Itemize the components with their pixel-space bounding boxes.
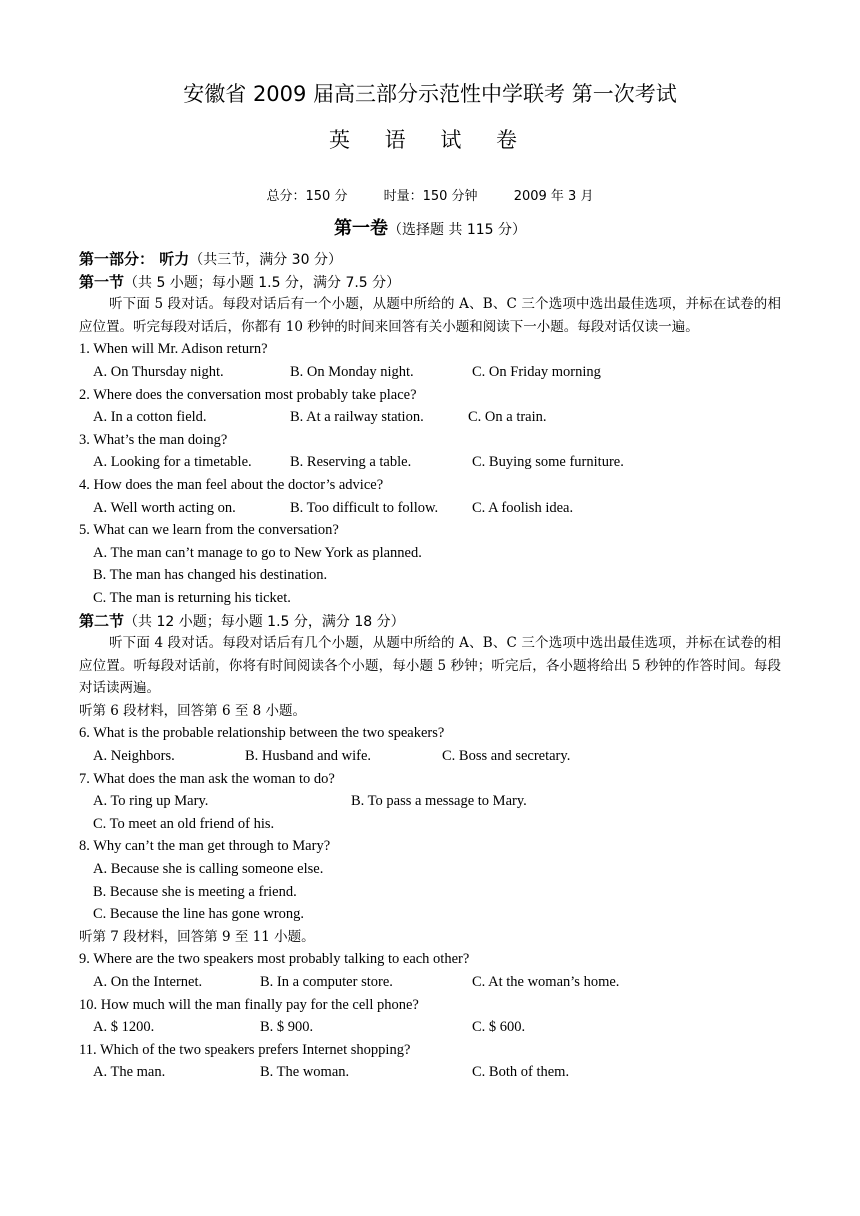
option-b: B. Husband and wife.: [245, 748, 372, 765]
option-row: [79, 406, 781, 429]
option-b: B. The man has changed his destination.: [93, 567, 328, 584]
question-stem: 9. Where are the two speakers most probably talking to each other?: [79, 951, 470, 968]
option-a: A. Neighbors.: [93, 748, 175, 765]
option-a: A. Looking for a timetable.: [93, 454, 252, 471]
option-row: [79, 1016, 781, 1039]
part1-note: （共三节，满分 30 分）: [189, 252, 342, 268]
group-instruction: 听第 7 段材料，回答第 9 至 11 小题。: [79, 928, 315, 945]
option-a: A. Because she is calling someone else.: [93, 861, 324, 878]
exam-time: 时量：150 分钟: [383, 189, 478, 204]
section1-heading: [79, 271, 781, 294]
option-row: [79, 361, 781, 384]
question-stem: 1. When will Mr. Adison return?: [79, 341, 268, 358]
option-row: [79, 451, 781, 474]
option-row: [79, 1061, 781, 1084]
section2-heading: [79, 610, 781, 633]
exam-content: [79, 248, 781, 1084]
option-row: [79, 790, 781, 813]
exam-date: 2009 年 3 月: [513, 189, 594, 204]
option-c: C. Boss and secretary.: [442, 748, 571, 765]
option-row: [79, 971, 781, 994]
question-stem: 11. Which of the two speakers prefers Internet shopping?: [79, 1041, 411, 1058]
option-b: B. Too difficult to follow.: [290, 499, 439, 516]
option-b: B. On Monday night.: [290, 363, 414, 380]
exam-title: 安徽省 2009 届高三部分示范性中学联考 第一次考试: [183, 82, 677, 106]
option-a: A. On Thursday night.: [93, 363, 224, 380]
option-a: A. The man.: [93, 1064, 166, 1081]
exam-meta: [0, 185, 860, 204]
option-b: B. $ 900.: [260, 1019, 314, 1036]
question-stem: 5. What can we learn from the conversation?: [79, 522, 339, 539]
question-stem: 4. How does the man feel about the doctor’s advice?: [79, 476, 384, 493]
part1-title: 第一部分： 听力: [79, 250, 190, 268]
total-score: 总分：150 分: [266, 189, 348, 204]
volume-sub: （选择题 共 115 分）: [387, 222, 527, 238]
option-b: B. In a computer store.: [260, 974, 393, 990]
exam-subtitle: 英 语 试 卷: [328, 128, 532, 152]
section1-instructions: 听下面 5 段对话。每段对话后有一个小题，从题中所给的 A、B、C 三个选项中选出最佳选项，并标在试卷的相应位置。听完每段对话后，你都有 10 秒钟的时间来回答有关小题和阅读下一小题。每段对话仅读一遍。: [79, 296, 781, 335]
volume-heading: [0, 214, 860, 240]
question-stem: 10. How much will the man finally pay for the cell phone?: [79, 996, 419, 1013]
option-c: C. On a train.: [468, 409, 547, 426]
section2-title: 第二节: [79, 611, 125, 630]
option-c: C. A foolish idea.: [472, 499, 574, 516]
question-stem: 2. Where does the conversation most probably take place?: [79, 386, 417, 403]
option-c: C. At the woman’s home.: [472, 974, 620, 990]
option-c: C. Buying some furniture.: [472, 454, 624, 471]
option-row: [79, 745, 781, 768]
option-c: C. $ 600.: [472, 1019, 526, 1036]
option-c: C. The man is returning his ticket.: [93, 589, 291, 606]
option-row: [79, 497, 781, 520]
option-a: A. Well worth acting on.: [93, 499, 236, 516]
option-b: B. To pass a message to Mary.: [351, 793, 527, 810]
option-c: C. To meet an old friend of his.: [93, 815, 275, 832]
part1-heading: [79, 248, 781, 271]
option-b: B. At a railway station.: [290, 409, 424, 426]
option-a: A. On the Internet.: [93, 974, 203, 990]
question-stem: 7. What does the man ask the woman to do?: [79, 770, 335, 787]
option-a: A. The man can’t manage to go to New York as planned.: [93, 544, 422, 561]
section2-note: （共 12 小题；每小题 1.5 分，满分 18 分）: [124, 613, 405, 630]
option-a: A. $ 1200.: [93, 1019, 155, 1036]
option-a: A. To ring up Mary.: [93, 793, 209, 810]
section1-title: 第一节: [79, 272, 125, 291]
option-c: C. On Friday morning: [472, 363, 601, 380]
question-stem: 8. Why can’t the man get through to Mary?: [79, 838, 331, 855]
question-stem: 6. What is the probable relationship between the two speakers?: [79, 725, 445, 742]
option-a: A. In a cotton field.: [93, 409, 207, 426]
group-instruction: 听第 6 段材料，回答第 6 至 8 小题。: [79, 702, 307, 719]
section2-instructions: 听下面 4 段对话。每段对话后有几个小题，从题中所给的 A、B、C 三个选项中选出最佳选项，并标在试卷的相应位置。听每段对话前，你将有时间阅读各个小题，每小题 5 秒钟；听完后，各小题将给出 5 秒钟的作答时间。每段对话读两遍。: [79, 635, 781, 697]
option-c: C. Because the line has gone wrong.: [93, 906, 305, 923]
section1-note: （共 5 小题；每小题 1.5 分，满分 7.5 分）: [124, 274, 401, 291]
option-b: B. The woman.: [260, 1064, 350, 1081]
option-c: C. Both of them.: [472, 1064, 570, 1081]
option-b: B. Because she is meeting a friend.: [93, 883, 297, 900]
question-stem: 3. What’s the man doing?: [79, 431, 228, 448]
option-b: B. Reserving a table.: [290, 454, 412, 471]
volume-title: 第一卷: [333, 218, 388, 239]
